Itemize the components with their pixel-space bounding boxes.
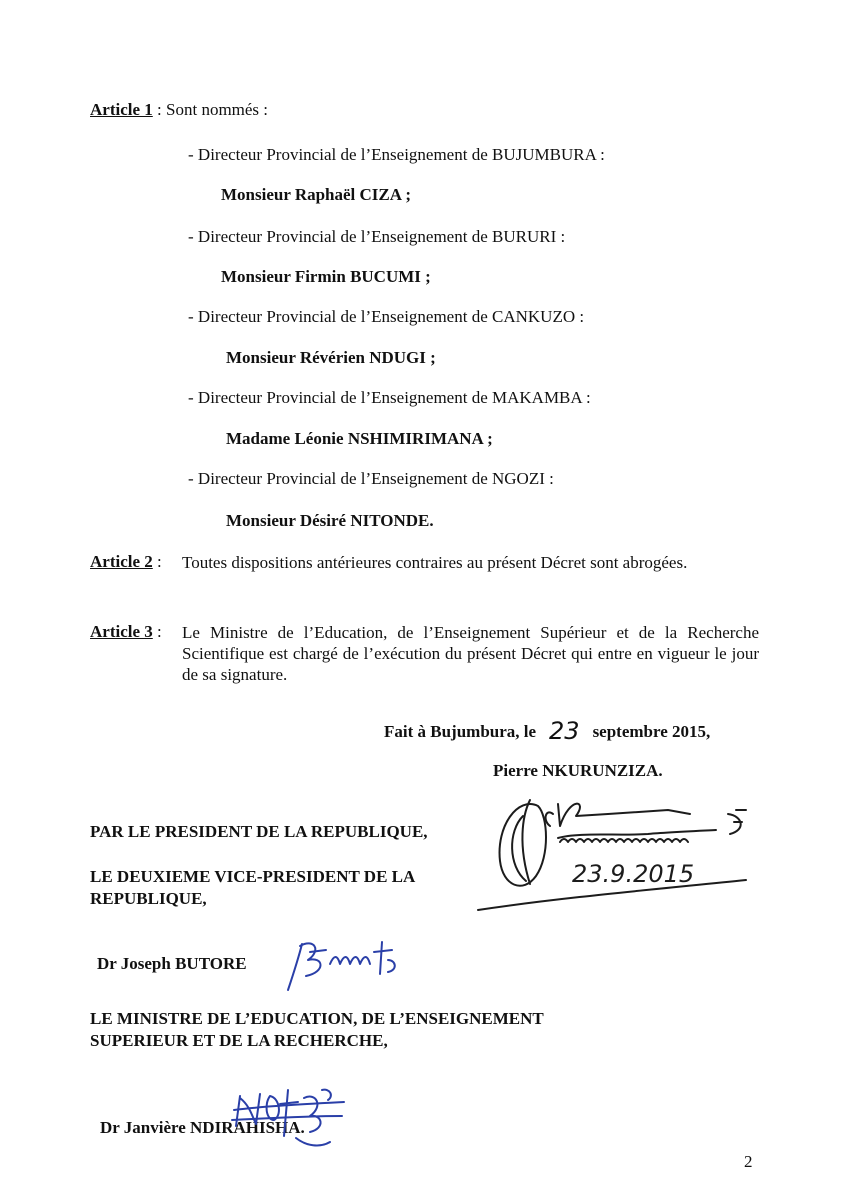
article-2-separator: : [152, 552, 162, 571]
appointment-title: - Directeur Provincial de l’Enseignement de CANKUZO : [188, 307, 585, 326]
fait-a-prefix: Fait à Bujumbura, le [384, 722, 537, 741]
article-3-text: Le Ministre de l’Education, de l’Enseignement Supérieur et de la Recherche Scientifique est chargé de l’exécution du présent Décret qui entre en vigueur le jour de sa signature. [182, 623, 759, 684]
appointee-name: Monsieur Révérien NDUGI ; [226, 348, 436, 367]
appointment-title: - Directeur Provincial de l’Enseignement de BUJUMBURA : [188, 145, 605, 164]
article-1-intro: Sont nommés : [166, 100, 269, 119]
article-2-text: Toutes dispositions antérieures contraires au présent Décret sont abrogées. [182, 553, 688, 572]
vice-president-title: LE DEUXIEME VICE-PRESIDENT DE LA [90, 867, 416, 886]
article-1-header [90, 100, 268, 120]
article-2-label: Article 2 [90, 552, 153, 571]
president-name: Pierre NKURUNZIZA. [493, 761, 663, 780]
minister-name: Dr Janvière NDIRAHISHA. [100, 1118, 305, 1137]
minister-signature [226, 1076, 356, 1156]
par-le-president-heading: PAR LE PRESIDENT DE LA REPUBLIQUE, [90, 822, 428, 841]
fait-a-line [384, 715, 710, 743]
vice-president-name: Dr Joseph BUTORE [97, 954, 247, 973]
handwritten-day: 23 [549, 717, 580, 745]
vice-president-signature [280, 930, 410, 1000]
president-signature [478, 786, 758, 916]
appointee-name: Monsieur Raphaël CIZA ; [221, 185, 412, 204]
appointment-title: - Directeur Provincial de l’Enseignement de NGOZI : [188, 469, 554, 488]
article-3-label: Article 3 [90, 622, 153, 641]
page-number: 2 [744, 1152, 753, 1171]
fait-a-suffix: septembre 2015, [592, 722, 711, 741]
article-3-separator: : [152, 622, 162, 641]
article-1-separator: : [152, 100, 167, 119]
appointment-title: - Directeur Provincial de l’Enseignement de MAKAMBA : [188, 388, 591, 407]
appointee-name: Madame Léonie NSHIMIRIMANA ; [226, 429, 493, 448]
article-1-label: Article 1 [90, 100, 153, 119]
article-2-header [90, 552, 162, 572]
appointee-name: Monsieur Désiré NITONDE. [226, 511, 434, 530]
president-signature-date: 23.9.2015 [572, 860, 695, 888]
appointee-name: Monsieur Firmin BUCUMI ; [221, 267, 431, 286]
minister-title: LE MINISTRE DE L’EDUCATION, DE L’ENSEIGNEMENT [90, 1009, 544, 1028]
minister-title-cont: SUPERIEUR ET DE LA RECHERCHE, [90, 1031, 388, 1050]
vice-president-title-cont: REPUBLIQUE, [90, 889, 207, 908]
appointment-title: - Directeur Provincial de l’Enseignement de BURURI : [188, 227, 566, 246]
article-3-header [90, 622, 162, 642]
